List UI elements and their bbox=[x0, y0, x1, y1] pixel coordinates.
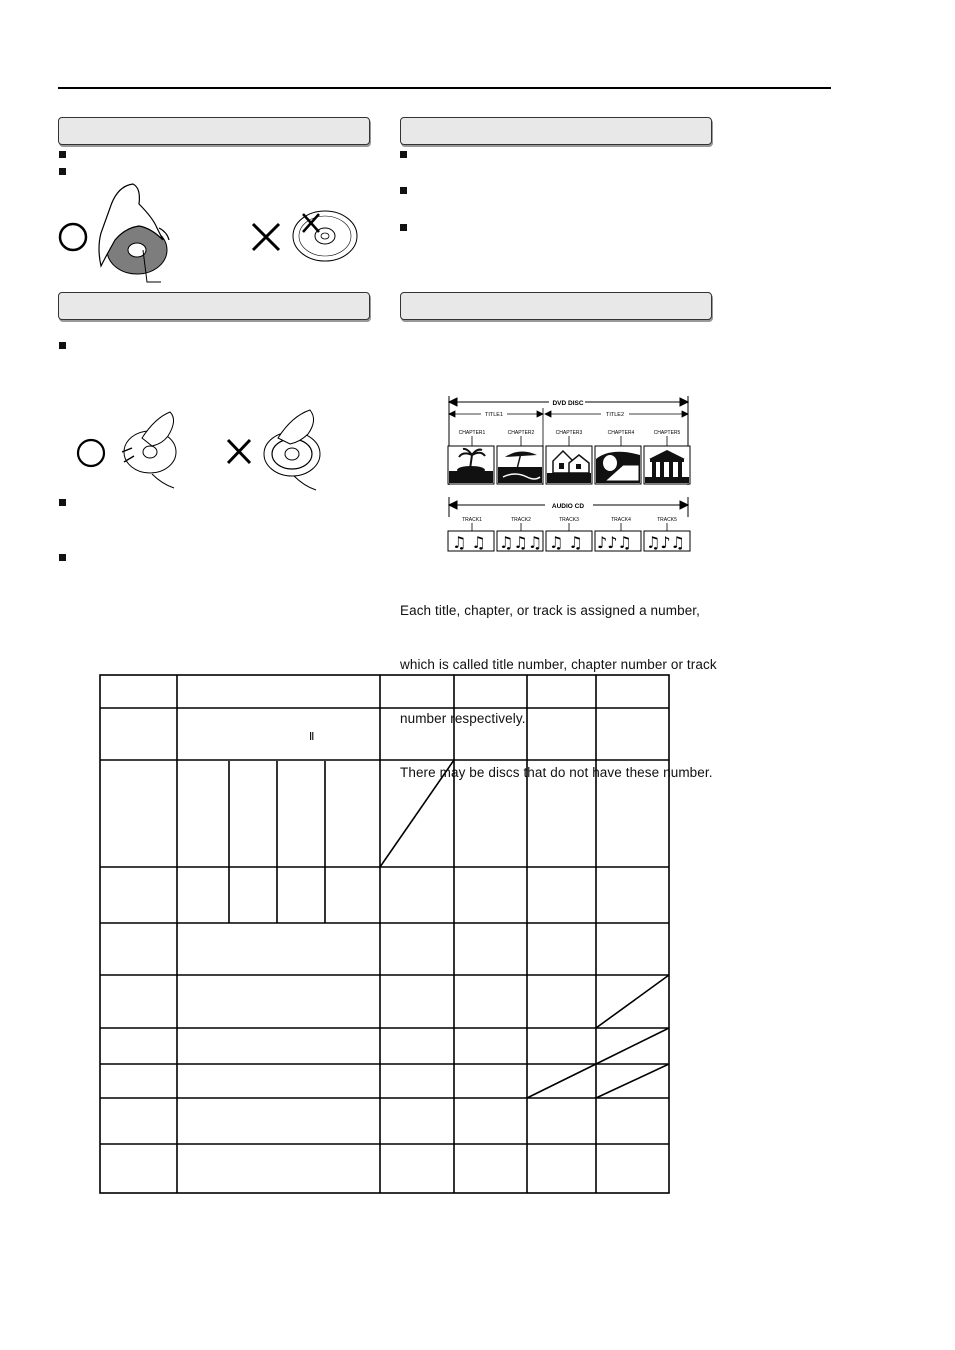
svg-text:♫ ♫: ♫ ♫ bbox=[452, 533, 486, 552]
audio-cd-label: AUDIO CD bbox=[551, 503, 585, 510]
section-bar-disc-storage bbox=[400, 117, 712, 145]
chapter-label: CHAPTER5 bbox=[653, 430, 681, 436]
header-rule bbox=[58, 87, 831, 89]
bullet bbox=[59, 168, 66, 175]
cross-ng-icon bbox=[228, 440, 250, 463]
bullet bbox=[59, 499, 66, 506]
caption-line: which is called title number, chapter number or track bbox=[400, 657, 717, 672]
hand-holding-disc-icon bbox=[99, 184, 169, 282]
cleaning-radial-icon bbox=[122, 412, 176, 488]
title-label: TITLE1 bbox=[484, 412, 504, 418]
track-label: TRACK3 bbox=[559, 517, 579, 523]
disc-compatibility-table bbox=[99, 674, 674, 1196]
chapter-label: CHAPTER2 bbox=[507, 430, 535, 436]
bullet bbox=[59, 342, 66, 349]
cleaning-circular-icon bbox=[264, 410, 320, 490]
svg-text:♪♪♫: ♪♪♫ bbox=[597, 533, 632, 552]
caption-line: There may be discs that do not have these number. bbox=[400, 765, 713, 780]
cross-ng-icon bbox=[253, 224, 279, 250]
track-label: TRACK2 bbox=[511, 517, 531, 523]
svg-text:♫♫♫: ♫♫♫ bbox=[499, 533, 543, 552]
section-bar-disc-structure bbox=[400, 292, 712, 320]
track-label: TRACK1 bbox=[462, 517, 482, 523]
bullet bbox=[59, 151, 66, 158]
disc-cleaning-illustration bbox=[70, 408, 330, 493]
dvd-disc-label: DVD DISC bbox=[552, 400, 584, 407]
roman-numeral-two: Ⅱ bbox=[309, 731, 315, 743]
circle-ok-icon bbox=[60, 224, 86, 250]
bullet bbox=[400, 224, 407, 231]
disc-structure-diagram bbox=[445, 393, 693, 555]
bullet bbox=[400, 187, 407, 194]
caption-line: Each title, chapter, or track is assigned a number, bbox=[400, 603, 701, 618]
train-tunnel-icon bbox=[596, 452, 640, 483]
bullet bbox=[59, 554, 66, 561]
section-bar-disc-handling bbox=[58, 117, 370, 145]
section-bar-disc-cleaning bbox=[58, 292, 370, 320]
svg-text:♫ ♫: ♫ ♫ bbox=[549, 533, 583, 552]
title-label: TITLE2 bbox=[605, 412, 625, 418]
chapter-label: CHAPTER3 bbox=[555, 430, 583, 436]
chapter-label: CHAPTER4 bbox=[607, 430, 635, 436]
disc-fingerprint-icon bbox=[293, 211, 357, 261]
chapter-label: CHAPTER1 bbox=[458, 430, 486, 436]
circle-ok-icon bbox=[78, 440, 104, 466]
track-label: TRACK5 bbox=[657, 517, 677, 523]
bullet bbox=[400, 151, 407, 158]
caption-line: number respectively. bbox=[400, 711, 526, 726]
track-label: TRACK4 bbox=[611, 517, 631, 523]
disc-handling-illustration bbox=[55, 178, 370, 288]
svg-text:♫♪♫: ♫♪♫ bbox=[646, 533, 685, 552]
